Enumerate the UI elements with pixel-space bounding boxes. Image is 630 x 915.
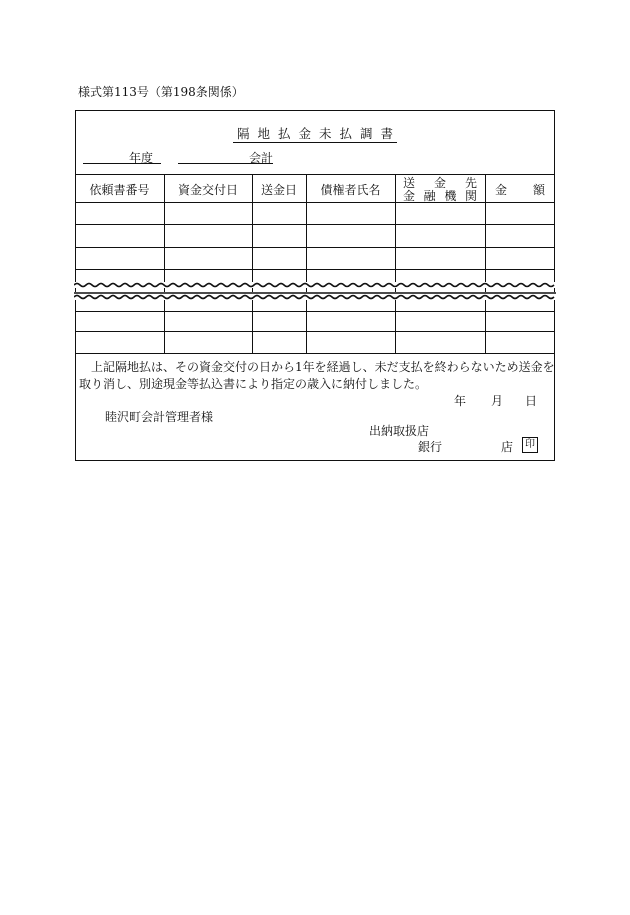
column-divider [164,174,165,353]
column-divider [252,174,253,353]
header-remit-date: 送金日 [260,183,297,197]
column-divider [485,174,486,353]
row-line [75,224,555,225]
bank-char: 融 [423,189,436,203]
title-char: 書 [380,126,394,141]
form-title [75,124,555,142]
title-char: 金 [298,126,311,141]
column-divider [306,174,307,353]
row-line [75,331,555,332]
unpaid-remittance-form [75,110,555,461]
header-remit-destination [395,174,485,202]
account-label: 会計 [249,151,274,165]
branch-label: 出納取扱店 [369,424,430,438]
form-caption: 様式第113号（第198条関係） [78,85,244,99]
row-line [75,269,555,270]
bank-char: 関 [464,189,477,203]
date-day-label: 日 [525,394,538,408]
title-char: 調 [360,126,373,141]
fiscal-year-label: 年度 [129,151,154,165]
title-char: 払 [339,126,353,141]
header-request-no: 依頼書番号 [89,183,150,197]
date-year-label: 年 [454,394,467,408]
statement-text [79,359,555,393]
bank-label: 銀行 [418,440,443,454]
row-line [75,247,555,248]
header-grant-date: 資金交付日 [177,183,238,197]
header-creditor-name: 債権者氏名 [320,183,381,197]
store-label: 店 [501,440,514,454]
title-char: 隔 [236,126,250,141]
header-amount [485,181,555,198]
title-char: 未 [319,126,332,141]
addressee: 睦沢町会計管理者様 [105,410,214,424]
statement: 上記隔地払は、その資金交付の日から1年を経過し、未だ支払を終わらないため送金を取り消し、別途現金等払込書により指定の歳入に納付しました。 [79,360,555,391]
bank-char: 機 [444,189,457,203]
break-line-upper [74,282,556,288]
row-line [75,311,555,312]
amount-char: 金 [495,183,508,197]
title-char: 地 [257,126,270,141]
remit-dest-char: 金 [433,176,446,190]
table-bottom-line [75,353,555,354]
seal-box: 印 [522,437,538,453]
amount-char: 額 [532,183,545,197]
date-month-label: 月 [491,394,504,408]
title-char: 払 [277,126,291,141]
remit-dest-char: 送 [403,176,416,190]
bank-char: 金 [403,189,416,203]
break-line-lower [74,292,556,300]
remit-dest-char: 先 [464,176,477,190]
